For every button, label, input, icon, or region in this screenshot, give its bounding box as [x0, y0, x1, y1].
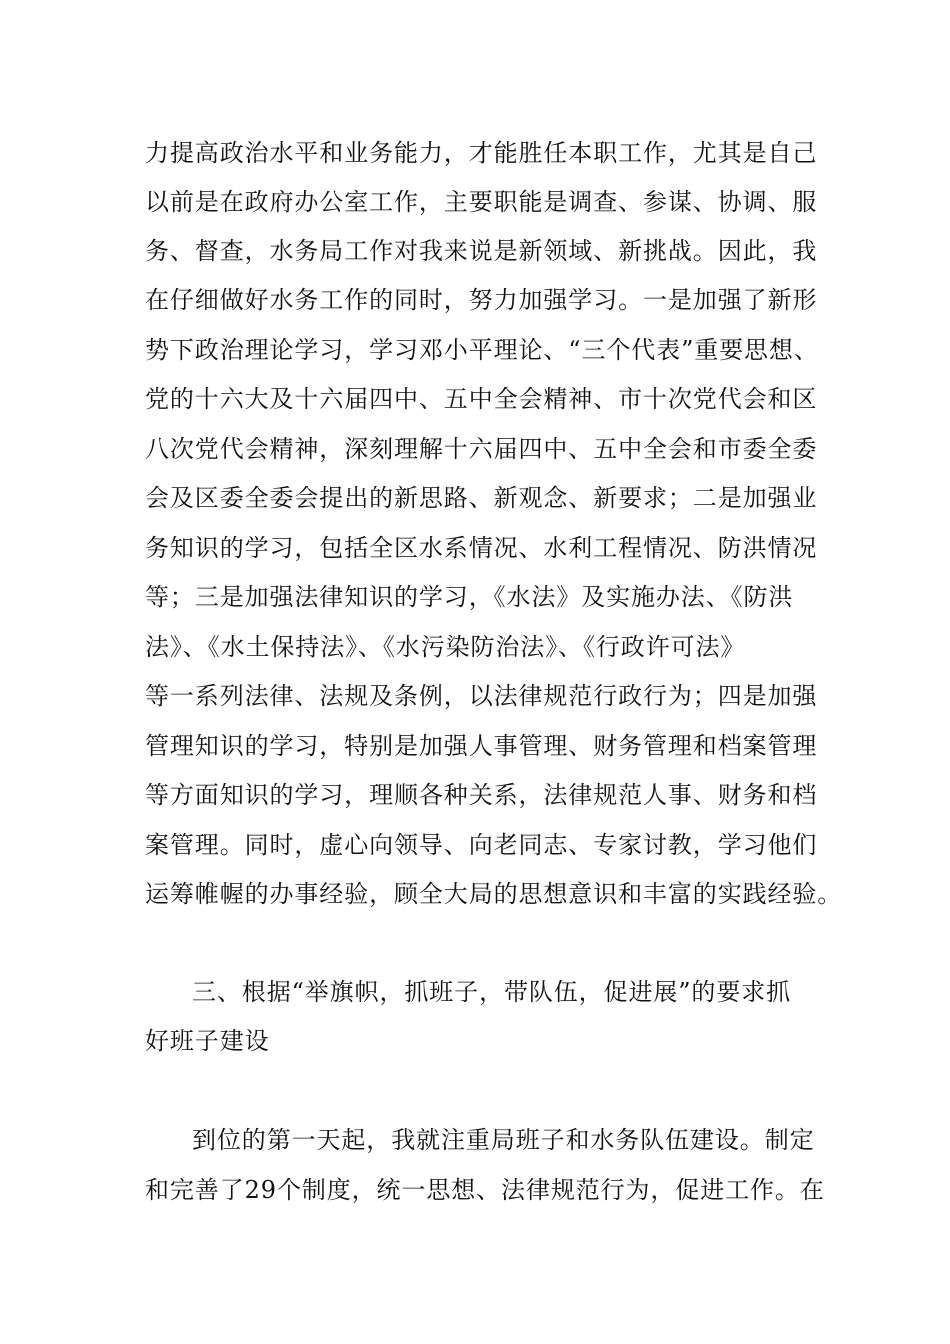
paragraph-line: 以前是在政府办公室工作，主要职能是调查、参谋、协调、服 [145, 188, 818, 216]
paragraph-line: 管理知识的学习，特别是加强人事管理、财务管理和档案管理 [145, 732, 818, 760]
paragraph-line: 运筹帷幄的办事经验，顾全大局的思想意识和丰富的实践经验。 [145, 880, 843, 908]
heading-line: 好班子建设 [145, 1027, 270, 1055]
paragraph-line: 在仔细做好水务工作的同时，努力加强学习。一是加强了新形 [145, 286, 818, 314]
paragraph-line: 等；三是加强法律知识的学习，《水法》及实施办法、《防洪 [145, 583, 794, 611]
paragraph-line: 务知识的学习，包括全区水系情况、水利工程情况、防洪情况 [145, 534, 818, 562]
paragraph-line: 势下政治理论学习，学习邓小平理论、“三个代表”重要思想、 [145, 336, 819, 364]
heading-line: 三、根据“举旗帜，抓班子，带队伍，促进展”的要求抓 [192, 978, 792, 1006]
paragraph-line: 力提高政治水平和业务能力，才能胜任本职工作，尤其是自己 [145, 139, 818, 167]
paragraph-line: 党的十六大及十六届四中、五中全会精神、市十次党代会和区 [145, 385, 818, 413]
paragraph-line: 务、督查，水务局工作对我来说是新领域、新挑战。因此，我 [145, 237, 818, 265]
paragraph-line: 法》、《水土保持法》、《水污染防治法》、《行政许可法》 [145, 633, 746, 661]
paragraph-line: 等方面知识的学习，理顺各种关系，法律规范人事、财务和档 [145, 781, 818, 809]
paragraph-line: 案管理。同时，虚心向领导、向老同志、专家讨教，学习他们 [145, 831, 818, 859]
paragraph-line: 会及区委全委会提出的新思路、新观念、新要求；二是加强业 [145, 484, 818, 512]
paragraph-line: 等一系列法律、法规及条例，以法律规范行政行为；四是加强 [145, 682, 818, 710]
paragraph-line: 八次党代会精神，深刻理解十六届四中、五中全会和市委全委 [145, 435, 818, 463]
paragraph-line: 到位的第一天起，我就注重局班子和水务队伍建设。制定 [192, 1126, 815, 1154]
paragraph-line: 和完善了29个制度，统一思想、法律规范行为，促进工作。在 [145, 1176, 825, 1204]
